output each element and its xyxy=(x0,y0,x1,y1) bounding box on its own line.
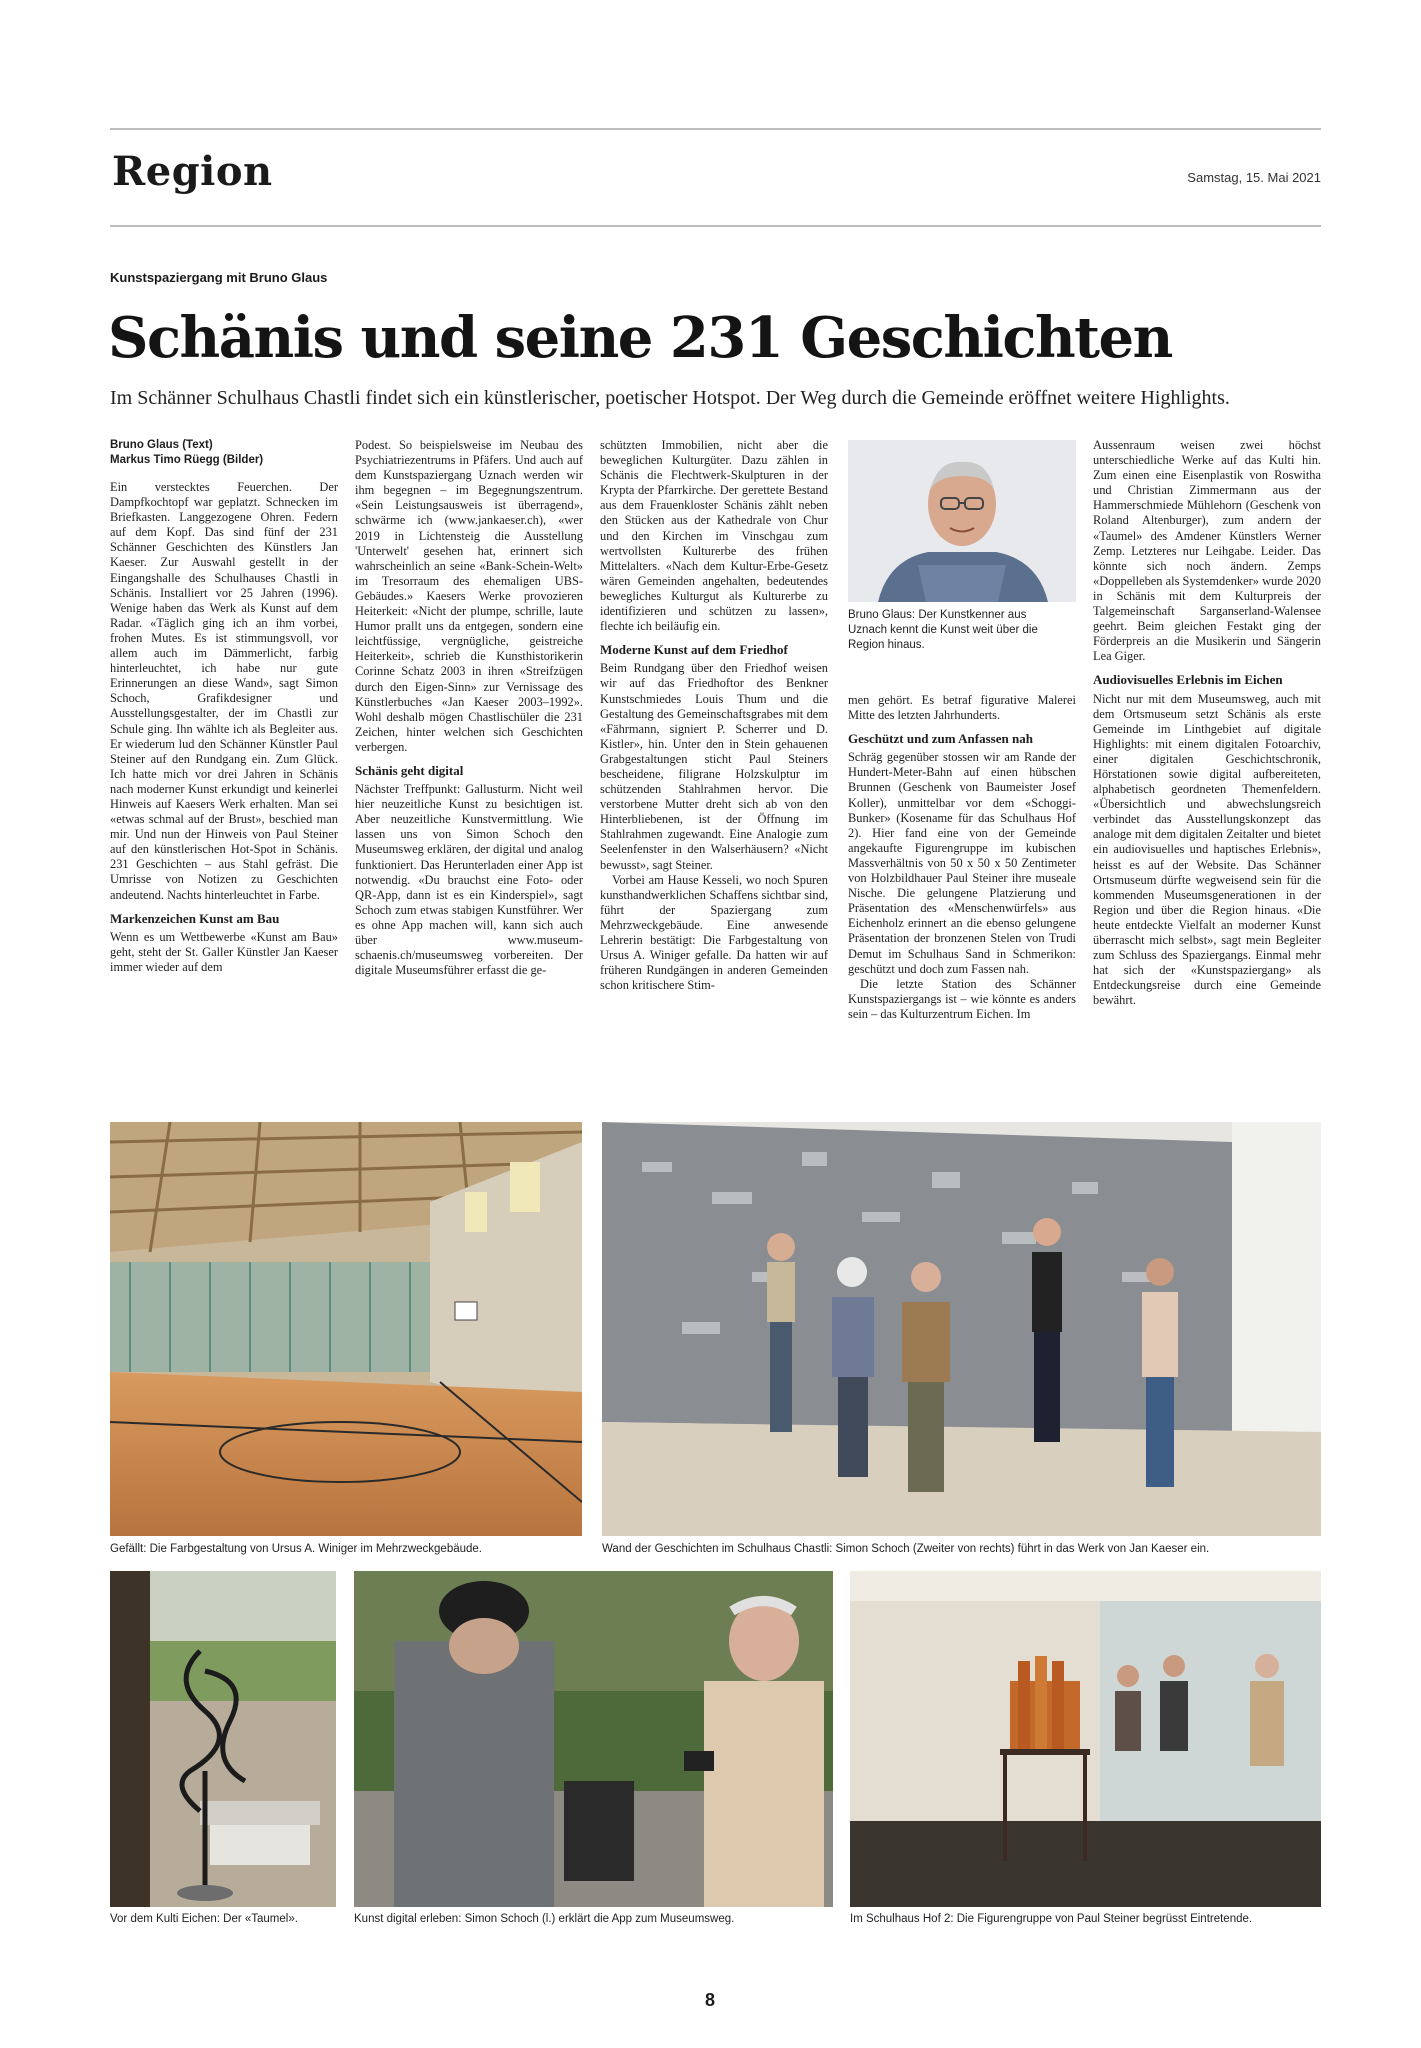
gym-image xyxy=(110,1122,582,1536)
gym-caption: Gefällt: Die Farbgestaltung von Ursus A. Winiger im Mehrzweckgebäude. xyxy=(110,1543,482,1555)
portrait-caption: Bruno Glaus: Der Kunstkenner aus Uznach kennt die Kunst weit über die Region hinaus. xyxy=(848,609,1038,651)
subheading: Moderne Kunst auf dem Friedhof xyxy=(600,642,788,658)
paragraph: Podest. So beispielsweise im Neubau des Psychiatriezentrums in Pfäfers. Und auch auf dem Kunstspaziergang Uznach werden wir ihm begegnen – im Begegnungszentrum. «Sein Leistungsausweis ist überragend», schwärme ich (www.jankaeser.ch), «wer 2019 in Lichtensteig die Ausstellung 'Unterwelt' gesehen hat, erinnert sich wahrscheinlich an seine «Bank-Schein-Welt» im Tresorraum des ehemaligen UBS-Gebäudes.» Kaesers Werke provozieren Heiterkeit: «Nicht der plumpe, schrille, laute Humor prallt uns da entgegen, sondern eine leichtfüssige, vergnügliche, geistreiche Heiterkeit», schrieb die Kunsthistorikerin Corinne Schatz 2003 in ihren «Streifzügen durch den Eigen-Sinn» zur Vernissage des Künstlerbuches «Jan Kaeser 2003–1992». Wohl deshalb mögen Chastlischüler die 231 Zeichen, hinter welchen sich Geschichten verbergen. xyxy=(355,438,583,754)
hof-caption: Im Schulhaus Hof 2: Die Figurengruppe von Paul Steiner begrüsst Eintretende. xyxy=(850,1913,1253,1925)
app-caption: Kunst digital erleben: Simon Schoch (l.) erklärt die App zum Museumsweg. xyxy=(354,1913,735,1925)
article-column-2 xyxy=(355,438,583,1098)
article-headline: Schänis und seine 231 Geschichten xyxy=(108,305,1172,371)
paragraph: Beim Rundgang über den Friedhof weisen wir auf das Friedhoftor des Benkner Kunstschmiedes Louis Thum und die Gestaltung des Gemeinschaftsgrabes mit dem «Fährmann, signiert P. Scherrer und D. Kistler», hin. Unter den in Stein gehauenen Grabgestaltungen sticht Paul Steiners bescheidene, filigrane Holzskulptur im schützenden Stahlrahmen hervor. Die verstorbene Mutter dreht sich ab von den Hinterbliebenen, ist der Öffnung im Stahlrahmen zugewandt. Eine Analogie zum Seelenfenster in den Walserhäusern? «Nicht bewusst», sagt Steiner. xyxy=(600,661,828,872)
sculpture-caption: Vor dem Kulti Eichen: Der «Taumel». xyxy=(110,1913,298,1925)
byline-text-author: Bruno Glaus (Text) xyxy=(110,439,213,451)
sculpture-photo xyxy=(110,1571,336,1907)
subheading: Geschützt und zum Anfassen nah xyxy=(848,731,1033,747)
wall-caption: Wand der Geschichten im Schulhaus Chastli: Simon Schoch (Zweiter von rechts) führt in das Werk von Jan Kaeser ein. xyxy=(602,1543,1210,1555)
hof-photo xyxy=(850,1571,1321,1907)
article-column-1 xyxy=(110,438,338,1098)
wall-photo xyxy=(602,1122,1321,1536)
paragraph: Nicht nur mit dem Museumsweg, auch mit dem Ortsmuseum setzt Schänis als erste Gemeinde im Linthgebiet auf digitale Highlights: mit einem digitalen Fotoarchiv, einer digitalen Geschichtschronik, Hörstationen sowie digital aufbereiteten, alphabetisch geordneten Themenfeldern. «Übersichtlich und abwechslungsreich verbindet das Ausstellungskonzept das analoge mit dem digitalen Zeitalter und bietet ein audiovisuelles und haptisches Erlebnis», heisst es auf der Website. Das Schänner Ortsmuseum dürfte wegweisend sein für die kommenden Museumsgenerationen in der Region und über die Region hinaus. «Die heute entdeckte Vielfalt an moderner Kunst überrascht mich selbst», sagt mein Begleiter zum Schluss des Spaziergangs. Einmal mehr hat sich der «Kunstspaziergang» als Entdeckungsreise durch eine Gemeinde bewährt. xyxy=(1093,691,1321,1008)
sculpture-image xyxy=(110,1571,336,1907)
paragraph: Schräg gegenüber stossen wir am Rande der Hundert-Meter-Bahn auf einen hübschen Brunnen (Geschenk von Baumeister Josef Koller), unmittelbar vor dem «Schoggi-Bunker» (Kosename für das Schulhaus Hof 2). Hier fand eine von der Gemeinde angekaufte Figurengruppe im kubischen Massverhältnis von 50 x 50 x 50 Zentimeter von Holzbildhauer Paul Steiner ihre museale Nische. Die gelungene Platzierung und Präsentation des «Menschenwürfels» aus Eichenholz erinnert an die ebenso gelungene Präsentation der bronzenen Stelen von Trudi Demut im Schulhaus Sand in Schmerikon: geschützt und doch zum Fassen nah. xyxy=(848,750,1076,976)
subheading: Audiovisuelles Erlebnis im Eichen xyxy=(1093,672,1283,688)
hof-image xyxy=(850,1571,1321,1907)
article-lead: Im Schänner Schulhaus Chastli findet sich ein künstlerischer, poetischer Hotspot. Der Weg durch die Gemeinde eröffnet weitere Highlights. xyxy=(110,387,1230,409)
page-number: 8 xyxy=(704,1990,715,2010)
wall-image xyxy=(602,1122,1321,1536)
byline-photo-author: Markus Timo Rüegg (Bilder) xyxy=(110,454,264,466)
article-kicker: Kunstspaziergang mit Bruno Glaus xyxy=(110,270,328,285)
section-title: Region xyxy=(112,148,273,195)
issue-date: Samstag, 15. Mai 2021 xyxy=(1187,170,1321,185)
article-column-5 xyxy=(1093,438,1321,1098)
paragraph: schützten Immobilien, nicht aber die beweglichen Kulturgüter. Dazu zählen in Schänis die Flechtwerk-Skulpturen in der Krypta der Pfarrkirche. Der gerettete Bestand aus dem Frauenkloster Schänis zählt neben den Stücken aus der Kathedrale von Chur und den Kirchen im Vinschgau zum wertvollsten Kulturerbe des frühen Mittelalters. «Nach dem Kultur-Erbe-Gesetz wären Gemeinden angehalten, bedeutendes bewegliches Kulturgut als Kulturerbe zu identifizieren und schützen zu lassen», flechte ich beiläufig ein. xyxy=(600,438,828,634)
subheading: Schänis geht digital xyxy=(355,762,464,778)
top-rule xyxy=(110,128,1321,130)
paragraph: Aussenraum weisen zwei höchst unterschiedliche Werke auf das Kulti hin. Zum einen eine Eisenplastik von Roswitha und Christian Zimmermann aus der Hammerschmiede Mühlehorn (Geschenk von Roland Altenburger), zum andern der «Taumel» des Amdener Künstlers Werner Zemp. Letzteres nur Leihgabe. Leider. Das könnte sich noch ändern. Zemps «Doppelleben als Systemdenker» wurde 2020 in Schänis mit dem Kulturpreis der Talgemeinschaft Sarganserland-Walensee geehrt. Beim gleichen Festakt ging der Förderpreis an die Musikerin und Sängerin Lea Giger. xyxy=(1093,438,1321,664)
paragraph: men gehört. Es betraf figurative Malerei Mitte des letzten Jahrhunderts. xyxy=(848,693,1076,723)
app-photo xyxy=(354,1571,833,1907)
paragraph: Wenn es um Wettbewerbe «Kunst am Bau» geht, steht der St. Galler Künstler Jan Kaeser immer wieder auf dem xyxy=(110,929,338,974)
gym-photo xyxy=(110,1122,582,1536)
app-image xyxy=(354,1571,833,1907)
byline xyxy=(110,438,338,468)
paragraph: Ein verstecktes Feuerchen. Der Dampfkochtopf war geplatzt. Schnecken im Briefkasten. Langgezogene Ohren. Federn auf dem Kopf. Das sind fünf der 231 Schänner Geschichten des Künstlers Jan Kaeser. Zur Auswahl gestellt in der Eingangshalle des Schulhauses Chastli in Schänis. Installiert vor 25 Jahren (1996). Wenige haben das Werk als Kunst auf dem Radar. «Täglich ging ich an ihm vorbei, frohen Mutes. Es ist stimmungsvoll, vor allem auch im Dämmerlicht, farbig hinterleuchtet, ich habe nur gute Erinnerungen an diese Wand», sagt Simon Schoch, Grafikdesigner und Ausstellungsgestalter, der im Chastli zur Schule ging. Ihn wählte ich als Begleiter aus. Er wiederum lud den Schänner Künstler Paul Steiner auf den Rundgang ein. Zum Glück. Ich hatte mich vor drei Jahren in Schänis nach moderner Kunst erkundigt und keinerlei Hinweis auf Kaesers Werk erhalten. Man sei «etwas schmal auf der Brust», beschied man mir. Und nun der Hinweis von Paul Steiner auf den künstlerischen Hot-Spot in Schänis. 231 Geschichten – aus Stahl gefräst. Die Umrisse von Notizen zu Geschichten andeutend. Nachts hinterleuchtet in Farbe. xyxy=(110,480,338,902)
article-column-3 xyxy=(600,438,828,1098)
paragraph: Vorbei am Hause Kesseli, wo noch Spuren kunsthandwerklichen Schaffens sichtbar sind, führt der Spaziergang zum Mehrzweckgebäude. Eine anwesende Lehrerin bestätigt: Die Farbgestaltung von Ursus A. Winiger gefalle. Da hatten wir auf früheren Rundgängen in anderen Gemeinden schon kritischere Stim- xyxy=(600,872,828,993)
paragraph: Die letzte Station des Schänner Kunstspaziergangs ist – wie könnte es anders sein – das Kulturzentrum Eichen. Im xyxy=(848,976,1076,1021)
header-bottom-rule xyxy=(110,225,1321,227)
portrait-photo xyxy=(848,440,1076,602)
portrait-image xyxy=(848,440,1076,602)
paragraph: Nächster Treffpunkt: Gallusturm. Nicht weil hier neuzeitliche Kunst zu besichtigen ist. Aber neuzeitliche Kunstvermittlung. Wie lassen uns von Simon Schoch den Museumsweg erklären, der digital und analog funktioniert. Das Herunterladen einer App ist notwendig. «Du brauchst eine Foto- oder QR-App, dann ist es ein Kinderspiel», sagt Schoch zum etwas stabigen Kunstführer. Wer es ohne App machen will, kann sich auch über www.museum-schaenis.ch/museumsweg vorbereiten. Der digitale Museumsführer erfasst die ge- xyxy=(355,782,583,978)
subheading: Markenzeichen Kunst am Bau xyxy=(110,910,280,926)
article-column-4-text-final xyxy=(848,693,1076,1093)
